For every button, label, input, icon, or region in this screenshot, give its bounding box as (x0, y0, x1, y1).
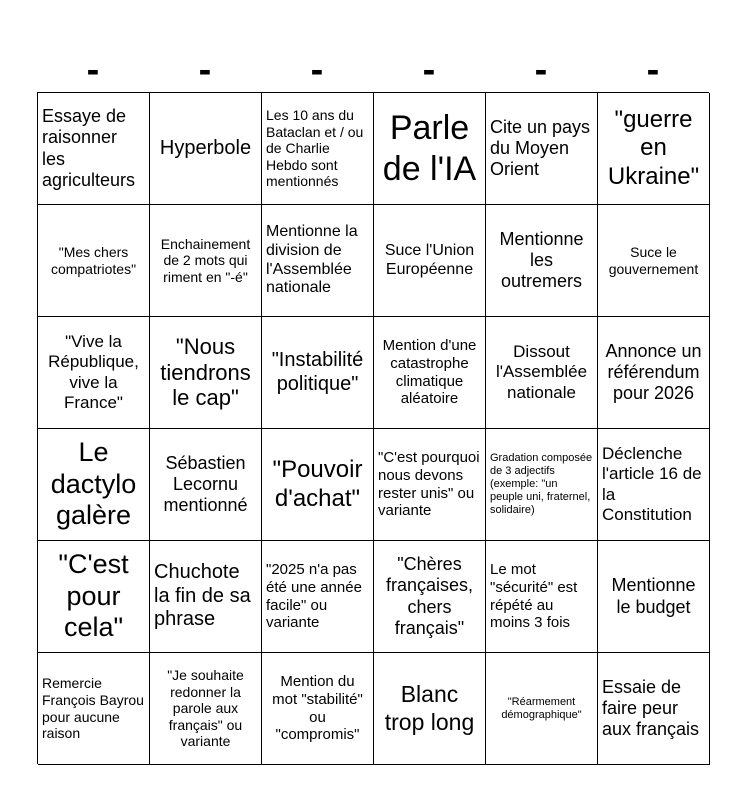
bingo-cell[interactable] (486, 653, 598, 765)
cell-text: Essaie de faire peur aux français (602, 676, 700, 740)
bingo-cell[interactable] (374, 93, 486, 205)
bingo-cell[interactable] (262, 429, 374, 541)
bingo-cell[interactable] (150, 541, 262, 653)
bingo-cell[interactable] (150, 653, 262, 765)
cell-text: "guerre en Ukraine" (607, 106, 700, 190)
cell-text: "Mes chers compatriotes" (50, 243, 137, 277)
cell-text: Enchainement de 2 mots qui riment en "-é" (160, 235, 251, 285)
bingo-cell[interactable] (486, 429, 598, 541)
bingo-grid (37, 92, 709, 764)
bingo-cell[interactable] (598, 93, 710, 205)
bingo-cell[interactable] (486, 205, 598, 317)
bingo-cell[interactable] (374, 429, 486, 541)
header-cell: - (198, 49, 212, 91)
header-cell: - (646, 49, 660, 91)
header-cell: - (86, 49, 100, 91)
cell-text: Suce l'Union Européenne (384, 241, 475, 278)
cell-text: Sébastien Lecornu mentionné (163, 452, 248, 516)
cell-text: Annonce un référendum pour 2026 (605, 340, 702, 404)
bingo-cell[interactable] (486, 93, 598, 205)
cell-text: Blanc trop long (384, 681, 475, 735)
bingo-cell[interactable] (38, 541, 150, 653)
cell-text: Mentionne la division de l'Assemblée nationale (266, 222, 358, 297)
bingo-cell[interactable] (598, 317, 710, 429)
cell-text: "C'est pourquoi nous devons rester unis" ou variante (378, 449, 480, 520)
bingo-cell[interactable] (262, 93, 374, 205)
cell-text: "2025 n'a pas été une année facile" ou variante (266, 561, 362, 632)
bingo-cell[interactable] (374, 653, 486, 765)
cell-text: Parle de l'IA (382, 109, 477, 188)
bingo-cell[interactable] (598, 541, 710, 653)
cell-text: Dissout l'Assemblée nationale (495, 342, 588, 402)
cell-text: Chuchote la fin de sa phrase (154, 561, 251, 631)
cell-text: Mentionne les outremers (499, 228, 584, 292)
bingo-cell[interactable] (150, 93, 262, 205)
cell-text: "Pouvoir d'achat" (272, 456, 363, 512)
bingo-cell[interactable] (486, 541, 598, 653)
cell-text: Déclenche l'article 16 de la Constitution (602, 444, 702, 524)
header-cell: - (534, 49, 548, 91)
cell-text: Le mot "sécurité" est répété au moins 3 fois (490, 561, 578, 632)
cell-text: "Je souhaite redonner la parole aux français" ou variante (167, 667, 244, 750)
cell-text: "Chères françaises, chers français" (385, 554, 474, 638)
cell-text: Mention d'une catastrophe climatique aléatoire (382, 337, 477, 408)
header-cell: - (310, 49, 324, 91)
bingo-cell[interactable] (262, 653, 374, 765)
cell-text: Mentionne le budget (611, 575, 696, 617)
cell-text: Les 10 ans du Bataclan et / ou de Charlie Hebdo sont mentionnés (266, 107, 364, 190)
cell-text: "Réarmement démographique" (501, 695, 582, 721)
bingo-cell[interactable] (38, 429, 150, 541)
cell-text: Gradation composée de 3 adjectifs (exemple: "un peuple uni, fraternel, solidaire) (490, 452, 593, 516)
bingo-cell[interactable] (598, 653, 710, 765)
bingo-cell[interactable] (38, 317, 150, 429)
bingo-cell[interactable] (38, 93, 150, 205)
cell-text: Cite un pays du Moyen Orient (490, 116, 591, 180)
bingo-cell[interactable] (374, 205, 486, 317)
cell-text: Hyperbole (159, 136, 252, 159)
cell-text: Suce le gouvernement (608, 243, 699, 277)
header-cell: - (422, 49, 436, 91)
bingo-cell[interactable] (262, 205, 374, 317)
cell-text: "Instabilité politique" (271, 348, 364, 395)
cell-text: Mention du mot "stabilité" ou "compromis" (272, 673, 363, 744)
cell-text: "C'est pour cela" (58, 548, 129, 643)
bingo-cell[interactable] (374, 541, 486, 653)
bingo-cell[interactable] (486, 317, 598, 429)
bingo-cell[interactable] (262, 541, 374, 653)
bingo-cell[interactable] (598, 205, 710, 317)
bingo-cell[interactable] (38, 653, 150, 765)
bingo-cell[interactable] (150, 317, 262, 429)
cell-text: "Nous tiendrons le cap" (160, 333, 251, 411)
cell-text: "Vive la République, vive la France" (48, 332, 139, 412)
bingo-cell[interactable] (598, 429, 710, 541)
bingo-cell[interactable] (150, 429, 262, 541)
cell-text: Essaye de raisonner les agriculteurs (42, 106, 136, 190)
bingo-cell[interactable] (262, 317, 374, 429)
cell-text: Le dactylo galère (50, 436, 137, 531)
bingo-cell[interactable] (374, 317, 486, 429)
bingo-cell[interactable] (38, 205, 150, 317)
cell-text: Remercie François Bayrou pour aucune raison (42, 675, 144, 742)
bingo-header (37, 50, 709, 90)
bingo-cell[interactable] (150, 205, 262, 317)
